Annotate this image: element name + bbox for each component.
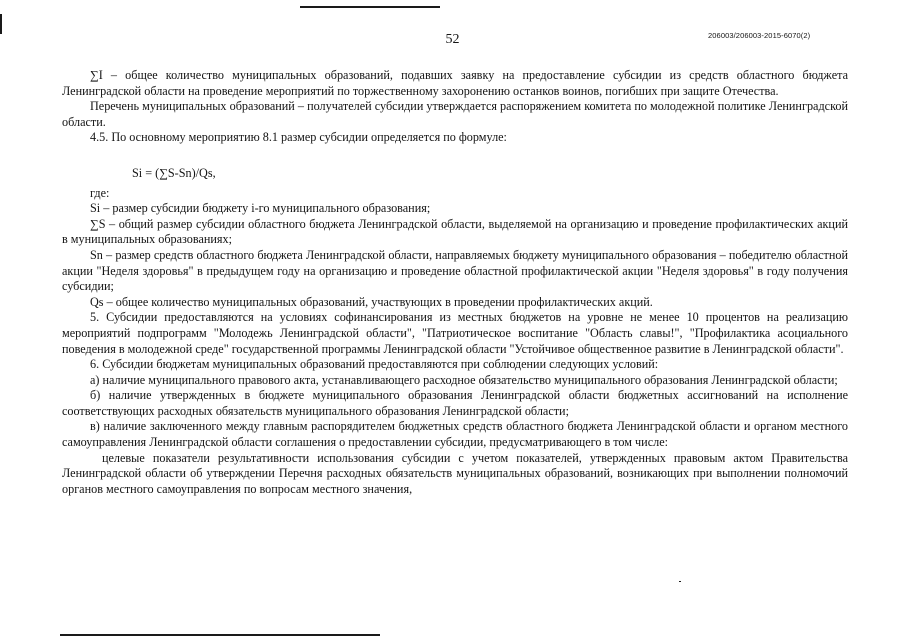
paragraph: 4.5. По основному мероприятию 8.1 размер субсидии определяется по формуле: bbox=[90, 130, 507, 145]
paragraph: ∑I – общее количество муниципальных образований, подавших заявку на предоставление субсидии из средств областного бюджета Ленинградской области на проведение мероприятий по торжественному захоронению останков воинов, погибших при защите Отечества. bbox=[62, 68, 848, 98]
paragraph: Si – размер субсидии бюджету i-го муниципального образования; bbox=[90, 201, 431, 216]
paragraph: б) наличие утвержденных в бюджете муниципального образования Ленинградской области бюджетных ассигнований на исполнение соответствующих расходных обязательств муниципального образования Ленинградской области; bbox=[62, 388, 848, 418]
paragraph: в) наличие заключенного между главным распорядителем бюджетных средств областного бюджета Ленинградской области и органом местного самоуправления Ленинградской области соглашения о предоставлении субсидии, предусматривающего в том числе: bbox=[62, 419, 848, 450]
paragraph: целевые показатели результативности использования субсидии с учетом показателей, утвержденных правовым актом Правительства Ленинградской области об утверждении Перечня расходных обязательств муниципальных образований, возникающих при выполнении полномочий органов местного самоуправления по вопросам местного значения, bbox=[62, 450, 848, 496]
document-body bbox=[62, 68, 848, 497]
paragraph: Qs – общее количество муниципальных образований, участвующих в проведении профилактических акций. bbox=[90, 294, 653, 309]
formula: Si = (∑S-Sn)/Qs, bbox=[132, 165, 216, 180]
paragraph: ∑S – общий размер субсидии областного бюджета Ленинградской области, выделяемой на организацию и проведение профилактических акций в муниципальных образованиях; bbox=[62, 216, 848, 247]
scan-dot bbox=[679, 581, 681, 582]
paragraph: Перечень муниципальных образований – получателей субсидии утверждается распоряжением комитета по молодежной политике Ленинградской области. bbox=[62, 99, 848, 129]
scan-mark-left bbox=[0, 14, 2, 34]
paragraph: 6. Субсидии бюджетам муниципальных образований предоставляются при соблюдении следующих условий: bbox=[90, 357, 659, 372]
scan-mark-top bbox=[300, 6, 440, 8]
document-id: 206003/206003-2015-6070(2) bbox=[708, 31, 811, 40]
page-number: 52 bbox=[445, 32, 460, 47]
paragraph: Sn – размер средств областного бюджета Ленинградской области, направляемых бюджету муниципального образования – победителю областной акции "Неделя здоровья" в предыдущем году на организацию и проведение областной профилактической акции "Неделя здоровья" в году получения субсидии; bbox=[62, 247, 848, 294]
paragraph: а) наличие муниципального правового акта, устанавливающего расходное обязательство муниципального образования Ленинградской области; bbox=[90, 372, 838, 387]
where-label: где: bbox=[90, 185, 110, 200]
scan-mark-bottom bbox=[60, 634, 380, 636]
paragraph: 5. Субсидии предоставляются на условиях софинансирования из местных бюджетов на уровне не менее 10 процентов на реализацию мероприятий подпрограмм "Молодежь Ленинградской области", "Патриотическое воспитание "Область славы!", "Профилактика асоциального поведения в молодежной среде" государственной программы Ленинградской области "Устойчивое общественное развитие в Ленинградской области". bbox=[62, 310, 848, 356]
